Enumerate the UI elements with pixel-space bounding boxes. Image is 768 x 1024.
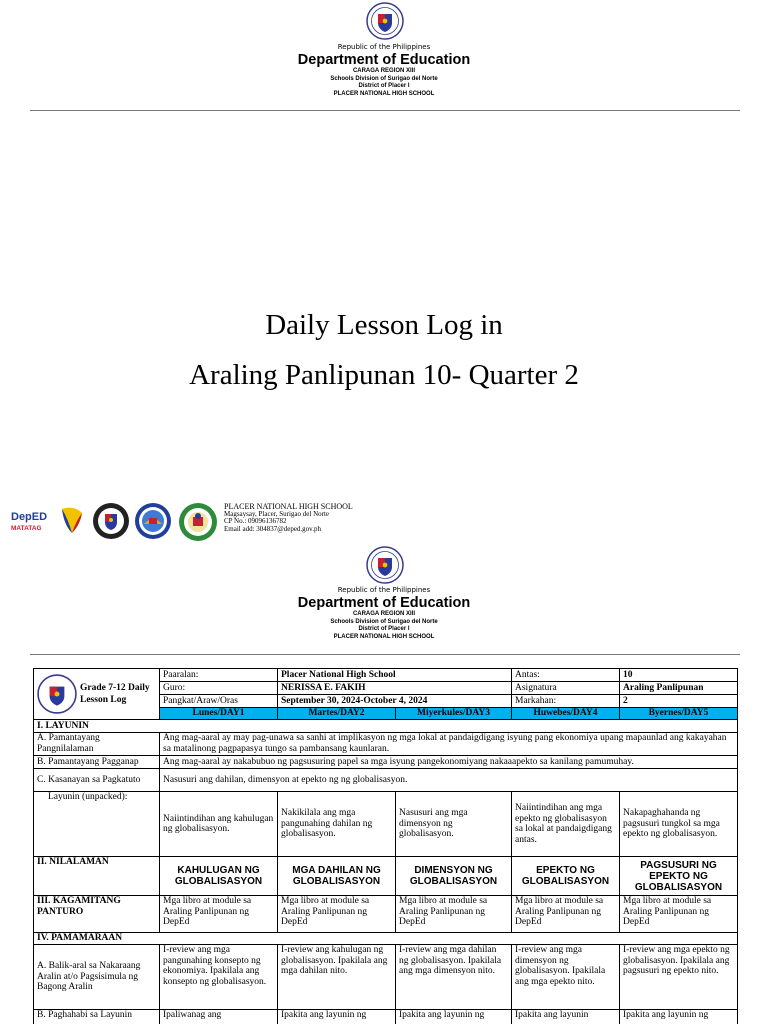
- bagong-pilipinas-logo-icon: [54, 503, 90, 539]
- title-line-2: Araling Panlipunan 10- Quarter 2: [189, 359, 579, 391]
- title-line-1: Daily Lesson Log in: [265, 309, 503, 341]
- pamantayang-pagganap-value: Ang mag-aaral ay nakabubuo ng pagsusuring papel sa mga isyung pangekonomiyang nakaaapekto sa kanilang pamumuhay.: [160, 756, 738, 769]
- division-label: Schools Division of Surigao del Norte: [330, 75, 438, 82]
- division-seal-icon: [134, 502, 172, 540]
- deped-seal-small-icon: [92, 502, 130, 540]
- school-label: PLACER NATIONAL HIGH SCHOOL: [333, 90, 435, 97]
- kagamitan-day-3: Mga libro at module sa Araling Panlipunan ng DepEd: [396, 896, 512, 933]
- paaralan-label: Paaralan:: [160, 669, 278, 682]
- header-divider-2: [30, 654, 740, 655]
- asignatura-value: Araling Panlipunan: [620, 682, 738, 695]
- district-label: District of Placer I: [358, 83, 410, 89]
- svg-text:DepED: DepED: [11, 511, 48, 523]
- guro-value: NERISSA E. FAKIH: [278, 682, 512, 695]
- kasanayan-value: Nasusuri ang dahilan, dimensyon at epekto ng ng globalisasyon.: [160, 769, 738, 792]
- table-row: [34, 896, 738, 933]
- table-row: [34, 857, 738, 896]
- pamantayang-pangnilalaman-value: Ang mag-aaral ay may pag-unawa sa sanhi at implikasyon ng mga lokal at pandaigdigang isyung pang ekonomiya upang mapaunlad ang kakayahan sa matalinong pagpapasya tungo sa pambansang kaunlaran.: [160, 733, 738, 756]
- balik-aral-label: A. Balik-aral sa Nakaraang Aralin at/o Pagsisimula ng Bagong Aralin: [34, 945, 160, 1010]
- table-row: [34, 720, 738, 733]
- header-divider: [30, 110, 740, 111]
- pamantayang-pangnilalaman-label: A. Pamantayang Pangnilalaman: [34, 733, 160, 756]
- district-label-2: District of Placer I: [358, 626, 410, 632]
- region-label: CARAGA REGION XIII: [352, 68, 416, 74]
- nilalaman-day-5: PAGSUSURI NG EPEKTO NG GLOBALISASYON: [620, 857, 738, 896]
- day-header-1: Lunes/DAY1: [160, 708, 278, 720]
- paghahabi-day-1: Ipaliwanag ang: [160, 1010, 278, 1024]
- table-row: [34, 945, 738, 1010]
- nilalaman-label: II. NILALAMAN: [34, 857, 160, 896]
- balik-aral-day-3: I-review ang mga dahilan ng globalisasyon. Ipakilala ang mga dimensyon nito.: [396, 945, 512, 1010]
- layunin-day-4: Naiintindihan ang mga epekto ng globalisasyon sa lokal at pandaigdigang antas.: [512, 792, 620, 857]
- layunin-day-3: Nasusuri ang mga dimensyon ng globalisasyon.: [396, 792, 512, 857]
- deped-matatag-logo-icon: [10, 507, 50, 533]
- layunin-unpacked-label: Layunin (unpacked):: [34, 792, 160, 857]
- balik-aral-day-2: I-review ang kahulugan ng globalisasyon. Ipakilala ang mga dahilan nito.: [278, 945, 396, 1010]
- day-header-4: Huwebes/DAY4: [512, 708, 620, 720]
- asignatura-label: Asignatura: [512, 682, 620, 695]
- region-label-2: CARAGA REGION XIII: [352, 611, 416, 617]
- school-contact-info: [224, 503, 353, 533]
- kagamitan-day-1: Mga libro at module sa Araling Panlipunan ng DepEd: [160, 896, 278, 933]
- table-row: [34, 933, 738, 945]
- svg-text:MATATAG: MATATAG: [11, 525, 42, 532]
- division-label-2: Schools Division of Surigao del Norte: [330, 618, 438, 625]
- school-seal-icon: [178, 502, 218, 542]
- deped-seal-small-icon-2: [36, 674, 78, 714]
- markahan-value: 2: [620, 695, 738, 708]
- day-header-5: Byernes/DAY5: [620, 708, 738, 720]
- paghahabi-day-2: Ipakita ang layunin ng: [278, 1010, 396, 1024]
- daily-lesson-log-table: [33, 668, 738, 1024]
- paghahabi-label: B. Paghahabi sa Layunin: [34, 1010, 160, 1024]
- markahan-label: Markahan:: [512, 695, 620, 708]
- paghahabi-day-5: Ipakita ang layunin ng: [620, 1010, 738, 1024]
- nilalaman-day-4: EPEKTO NG GLOBALISASYON: [512, 857, 620, 896]
- paghahabi-day-4: Ipakita ang layunin: [512, 1010, 620, 1024]
- deped-seal-icon-2: [366, 546, 404, 584]
- kagamitan-label: III. KAGAMITANG PANTURO: [34, 896, 160, 933]
- nilalaman-day-3: DIMENSYON NG GLOBALISASYON: [396, 857, 512, 896]
- table-row: [34, 733, 738, 756]
- footer-cp: CP No.: 09096136782: [224, 517, 287, 526]
- kagamitan-day-4: Mga libro at module sa Araling Panlipunan ng DepEd: [512, 896, 620, 933]
- table-row: [34, 1010, 738, 1024]
- footer-email: Email add: 304837@deped.gov.ph: [224, 524, 321, 533]
- layunin-day-5: Nakapaghahanda ng pagsusuri tungkol sa mga epekto ng globalisasyon.: [620, 792, 738, 857]
- footer-address: Magsaysay, Placer, Surigao del Norte: [224, 509, 330, 518]
- balik-aral-day-5: I-review ang mga epekto ng globalisasyon. Ipakilala ang pagsusuri ng epekto nito.: [620, 945, 738, 1010]
- republic-label: Republic of the Philippines: [337, 43, 431, 51]
- antas-label: Antas:: [512, 669, 620, 682]
- section-pamamaraan: IV. PAMAMARAAN: [34, 933, 738, 945]
- day-header-3: Miyerkules/DAY3: [396, 708, 512, 720]
- layunin-day-1: Naiintindihan ang kahulugan ng globalisasyon.: [160, 792, 278, 857]
- section-layunin: I. LAYUNIN: [34, 720, 738, 733]
- pangkat-label: Pangkat/Araw/Oras: [160, 695, 278, 708]
- nilalaman-day-2: MGA DAHILAN NG GLOBALISASYON: [278, 857, 396, 896]
- table-row: [34, 669, 738, 682]
- antas-value: 10: [620, 669, 738, 682]
- table-row: [34, 769, 738, 792]
- nilalaman-day-1: KAHULUGAN NG GLOBALISASYON: [160, 857, 278, 896]
- kagamitan-day-5: Mga libro at module sa Araling Panlipunan ng DepEd: [620, 896, 738, 933]
- table-row: [34, 792, 738, 857]
- balik-aral-day-4: I-review ang mga dimensyon ng globalisasyon. Ipakilala ang mga epekto nito.: [512, 945, 620, 1010]
- republic-label-2: Republic of the Philippines: [337, 586, 431, 594]
- table-row: [34, 756, 738, 769]
- day-header-2: Martes/DAY2: [278, 708, 396, 720]
- department-label-2: Department of Education: [297, 595, 471, 611]
- footer-school-name: PLACER NATIONAL HIGH SCHOOL: [224, 502, 353, 511]
- kagamitan-day-2: Mga libro at module sa Araling Panlipunan ng DepEd: [278, 896, 396, 933]
- paghahabi-day-3: Ipakita ang layunin ng: [396, 1010, 512, 1024]
- grade-label-cell: [34, 669, 160, 720]
- deped-seal-icon: [366, 2, 404, 40]
- layunin-day-2: Nakikilala ang mga pangunahing dahilan ng globalisasyon.: [278, 792, 396, 857]
- deped-header: [0, 43, 768, 98]
- school-label-2: PLACER NATIONAL HIGH SCHOOL: [333, 633, 435, 640]
- pangkat-value: September 30, 2024-October 4, 2024: [278, 695, 512, 708]
- deped-header-2: [0, 586, 768, 641]
- grade-label: Grade 7-12 Daily Lesson Log: [80, 683, 150, 705]
- guro-label: Guro:: [160, 682, 278, 695]
- balik-aral-day-1: I-review ang mga pangunahing konsepto ng ekonomiya. Ipakilala ang konsepto ng globalisasyon.: [160, 945, 278, 1010]
- kasanayan-label: C. Kasanayan sa Pagkatuto: [34, 769, 160, 792]
- paaralan-value: Placer National High School: [278, 669, 512, 682]
- department-label: Department of Education: [297, 52, 471, 68]
- pamantayang-pagganap-label: B. Pamantayang Pagganap: [34, 756, 160, 769]
